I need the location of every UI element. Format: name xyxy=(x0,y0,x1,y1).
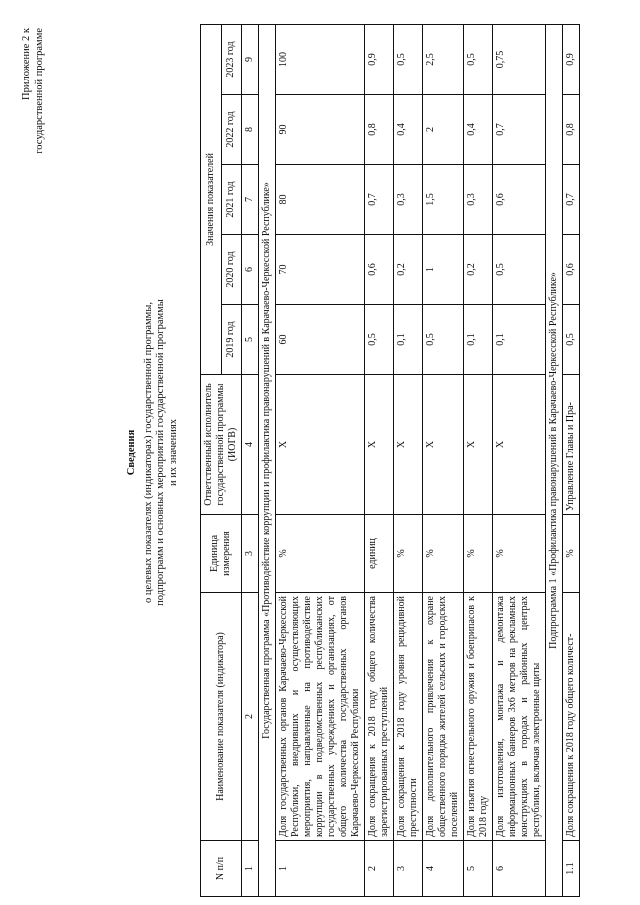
table-row xyxy=(423,24,464,896)
row-value-2023: 0,9 xyxy=(365,24,394,94)
header-year-2022: 2022 год xyxy=(221,95,242,165)
document-heading xyxy=(126,160,180,745)
row-name: Доля изъятия огнестрельного оружия и боеприпасов к 2018 году xyxy=(464,593,493,841)
row-value-2021: 0,3 xyxy=(394,165,423,235)
row-num: 5 xyxy=(464,841,493,897)
row-unit: единиц xyxy=(365,515,394,593)
table-row xyxy=(493,24,546,896)
row-responsible: X xyxy=(493,375,546,515)
table-row xyxy=(464,24,493,896)
table-row xyxy=(394,24,423,896)
heading-line-1: о целевых показателях (индикаторах) государственной программы, xyxy=(142,302,154,603)
header-unit: Единица измерения xyxy=(201,515,242,593)
row-value-2020: 70 xyxy=(276,235,365,305)
row-name: Доля дополнительного привлечения к охране общественного порядка жителей сельских и городских поселений xyxy=(423,593,464,841)
row-responsible: Управление Главы и Пра- xyxy=(563,375,580,515)
section-subprogram-title: Подпрограмма 1 «Профилактика правонарушений в Карачаево-Черкесской Республике» xyxy=(546,24,563,896)
header-year-2023: 2023 год xyxy=(221,24,242,94)
row-value-2022: 90 xyxy=(276,95,365,165)
row-name: Доля сокращения к 2018 году уровня рецидивной преступности xyxy=(394,593,423,841)
row-value-2020: 0,6 xyxy=(365,235,394,305)
row-value-2020: 0,6 xyxy=(563,235,580,305)
section-row-program xyxy=(259,24,276,896)
row-value-2023: 0,75 xyxy=(493,24,546,94)
col-number: 4 xyxy=(242,375,259,515)
row-value-2021: 80 xyxy=(276,165,365,235)
row-value-2022: 0,7 xyxy=(493,95,546,165)
row-value-2021: 0,7 xyxy=(365,165,394,235)
heading-line-2: подпрограмм и основных мероприятий государственной программы xyxy=(155,299,166,606)
col-number: 1 xyxy=(242,841,259,897)
row-value-2019: 0,1 xyxy=(464,305,493,375)
header-num: N п/п xyxy=(201,841,242,897)
row-num: 1 xyxy=(276,841,365,897)
row-unit: % xyxy=(563,515,580,593)
row-unit: % xyxy=(276,515,365,593)
table-row xyxy=(563,24,580,896)
row-num: 3 xyxy=(394,841,423,897)
row-name: Доля сокращения к 2018 году общего количества зарегистрированных преступлений xyxy=(365,593,394,841)
column-number-row xyxy=(242,24,259,896)
row-value-2020: 0,2 xyxy=(464,235,493,305)
row-value-2019: 60 xyxy=(276,305,365,375)
row-value-2019: 0,1 xyxy=(493,305,546,375)
row-value-2022: 0,8 xyxy=(365,95,394,165)
col-number: 7 xyxy=(242,165,259,235)
row-value-2023: 0,5 xyxy=(464,24,493,94)
row-responsible: X xyxy=(365,375,394,515)
row-responsible: X xyxy=(423,375,464,515)
col-number: 6 xyxy=(242,235,259,305)
appendix-line-2: государственной программе xyxy=(34,28,45,154)
row-unit: % xyxy=(464,515,493,593)
col-number: 8 xyxy=(242,95,259,165)
col-number: 3 xyxy=(242,515,259,593)
header-year-2019: 2019 год xyxy=(221,305,242,375)
row-value-2021: 0,6 xyxy=(493,165,546,235)
row-num: 6 xyxy=(493,841,546,897)
row-value-2020: 1 xyxy=(423,235,464,305)
row-value-2019: 0,5 xyxy=(423,305,464,375)
appendix-note xyxy=(20,28,46,154)
heading-line-3: и их значениях xyxy=(167,419,179,487)
header-responsible: Ответственный исполнитель государственной программы (ИОГВ) xyxy=(201,375,242,515)
row-value-2022: 0,8 xyxy=(563,95,580,165)
row-value-2020: 0,2 xyxy=(394,235,423,305)
table-row xyxy=(276,24,365,896)
header-year-2021: 2021 год xyxy=(221,165,242,235)
row-value-2023: 100 xyxy=(276,24,365,94)
section-row-subprogram xyxy=(546,24,563,896)
col-number: 9 xyxy=(242,24,259,94)
section-program-title: Государственная программа «Противодействие коррупции и профилактика правонарушений в Карачаево-Черкесской Республике» xyxy=(259,24,276,896)
header-values-group: Значения показателей xyxy=(201,24,222,374)
row-value-2021: 0,7 xyxy=(563,165,580,235)
heading-title: Сведения xyxy=(126,429,137,476)
table-row xyxy=(365,24,394,896)
header-year-2020: 2020 год xyxy=(221,235,242,305)
row-value-2022: 0,4 xyxy=(394,95,423,165)
row-num: 1.1 xyxy=(563,841,580,897)
row-value-2023: 2,5 xyxy=(423,24,464,94)
row-value-2022: 2 xyxy=(423,95,464,165)
row-unit: % xyxy=(423,515,464,593)
row-value-2019: 0,5 xyxy=(365,305,394,375)
row-name: Доля государственных органов Карачаево-Черкесской Республики, внедривших и осуществляющих мероприятия, направленные на противодействие коррупции в подведомственных республиканских государственных учреждениях и организациях, от общего количества государственных органов Карачаево-Черкесской Республики xyxy=(276,593,365,841)
row-name: Доля сокращения к 2018 году общего количест- xyxy=(563,593,580,841)
col-number: 5 xyxy=(242,305,259,375)
row-value-2021: 1,5 xyxy=(423,165,464,235)
row-num: 4 xyxy=(423,841,464,897)
row-responsible: X xyxy=(276,375,365,515)
row-value-2020: 0,5 xyxy=(493,235,546,305)
row-responsible: X xyxy=(464,375,493,515)
row-num: 2 xyxy=(365,841,394,897)
header-name: Наименование показателя (индикатора) xyxy=(201,593,242,841)
row-value-2022: 0,4 xyxy=(464,95,493,165)
appendix-line-1: Приложение 2 к xyxy=(21,28,32,100)
row-value-2019: 0,5 xyxy=(563,305,580,375)
indicators-table xyxy=(200,24,580,897)
col-number: 2 xyxy=(242,593,259,841)
row-value-2023: 0,9 xyxy=(563,24,580,94)
row-value-2023: 0,5 xyxy=(394,24,423,94)
row-unit: % xyxy=(394,515,423,593)
row-responsible: X xyxy=(394,375,423,515)
row-value-2021: 0,3 xyxy=(464,165,493,235)
header-row-1 xyxy=(201,24,222,896)
row-value-2019: 0,1 xyxy=(394,305,423,375)
row-name: Доля изготовления, монтажа и демонтажа информационных баннеров 3х6 метров на рекламных конструкциях в городах и районных центрах республики, включая электронные щиты xyxy=(493,593,546,841)
row-unit: % xyxy=(493,515,546,593)
